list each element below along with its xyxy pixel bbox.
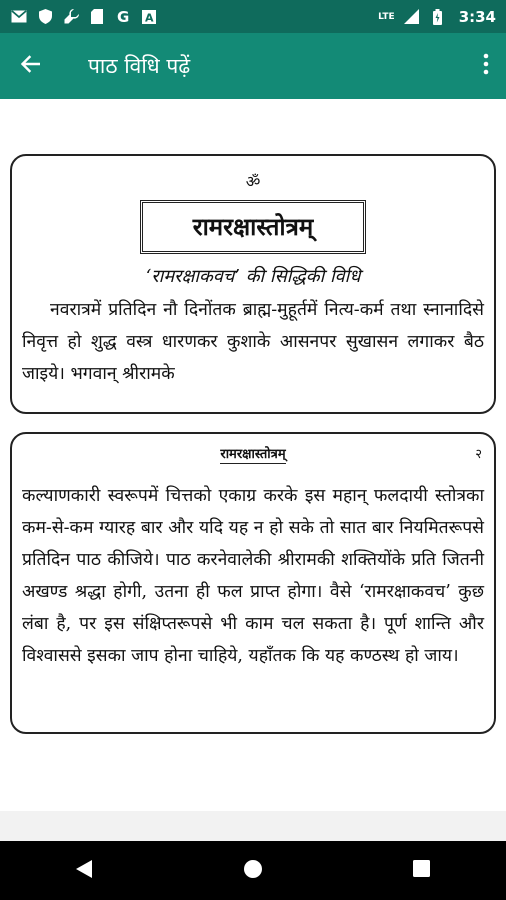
recents-square-icon xyxy=(413,860,430,881)
scanned-page-2 xyxy=(10,432,496,734)
nav-back-button[interactable] xyxy=(54,841,114,900)
scanned-page-1 xyxy=(10,154,496,414)
network-type: LTE xyxy=(378,11,395,22)
back-button[interactable] xyxy=(0,33,60,99)
status-bar xyxy=(0,0,506,33)
clock: 3:34 xyxy=(458,7,496,26)
app-bar xyxy=(0,33,506,99)
more-vert-icon xyxy=(483,53,489,79)
arrow-left-icon xyxy=(20,54,40,78)
gmail-icon xyxy=(10,8,28,26)
back-triangle-icon xyxy=(75,859,93,883)
wrench-icon xyxy=(62,8,80,26)
page2-paragraph: कल्याणकारी स्वरूपमें चित्तको एकाग्र करके इस महान् फलदायी स्तोत्रका कम-से-कम ग्यारह बार और यदि यह न हो सके तो सात बार नियमितरूपसे प्रतिदिन पाठ कीजिये। पाठ करनेवालेकी श्रीरामकी शक्तियोंके प्रति जितनी अखण्ड श्रद्धा होगी, उतना ही फल प्राप्त होगा। वैसे ‘रामरक्षाकवच’ कुछ लंबा है, पर इस संक्षिप्तरूपसे भी काम चल सकता है। पूर्ण शान्ति और विश्वाससे इसका जाप होना चाहिये, यहाँतक कि यह कण्ठस्थ हो जाय। xyxy=(22,486,484,666)
page-title: पाठ विधि पढ़ें xyxy=(88,54,191,78)
text-icon xyxy=(140,8,158,26)
page-number: २ xyxy=(475,447,482,462)
page-header xyxy=(12,434,494,468)
running-head xyxy=(12,444,494,462)
nav-home-button[interactable] xyxy=(223,841,283,900)
signal-icon xyxy=(403,8,421,26)
sd-card-icon xyxy=(88,8,106,26)
stotra-title: रामरक्षास्तोत्रम् xyxy=(140,200,366,254)
om-symbol: ॐ xyxy=(245,172,261,191)
shield-icon xyxy=(36,8,54,26)
stotra-subtitle: ‘रामरक्षाकवच’ की सिद्धिकी विधि xyxy=(145,266,361,287)
page1-paragraph: नवरात्रमें प्रतिदिन नौ दिनोंतक ब्राह्म-मुहूर्तमें नित्य-कर्म तथा स्नानादिसे निवृत्त हो शुद्ध वस्त्र धारणकर कुशाके आसनपर सुखासन लगाकर बैठ जाइये। भगवान् श्रीरामके xyxy=(22,300,484,384)
battery-icon xyxy=(429,8,447,26)
overflow-menu-button[interactable] xyxy=(466,33,506,99)
nav-recents-button[interactable] xyxy=(392,841,452,900)
svg-text:A: A xyxy=(145,11,154,24)
google-icon xyxy=(114,8,132,26)
svg-text:G: G xyxy=(116,9,129,24)
home-circle-icon xyxy=(243,859,263,883)
system-nav-bar xyxy=(0,841,506,900)
bottom-divider xyxy=(0,811,506,841)
notification-icons xyxy=(10,8,158,26)
system-status xyxy=(378,8,496,26)
running-head-text: रामरक्षास्तोत्रम् xyxy=(220,447,286,462)
